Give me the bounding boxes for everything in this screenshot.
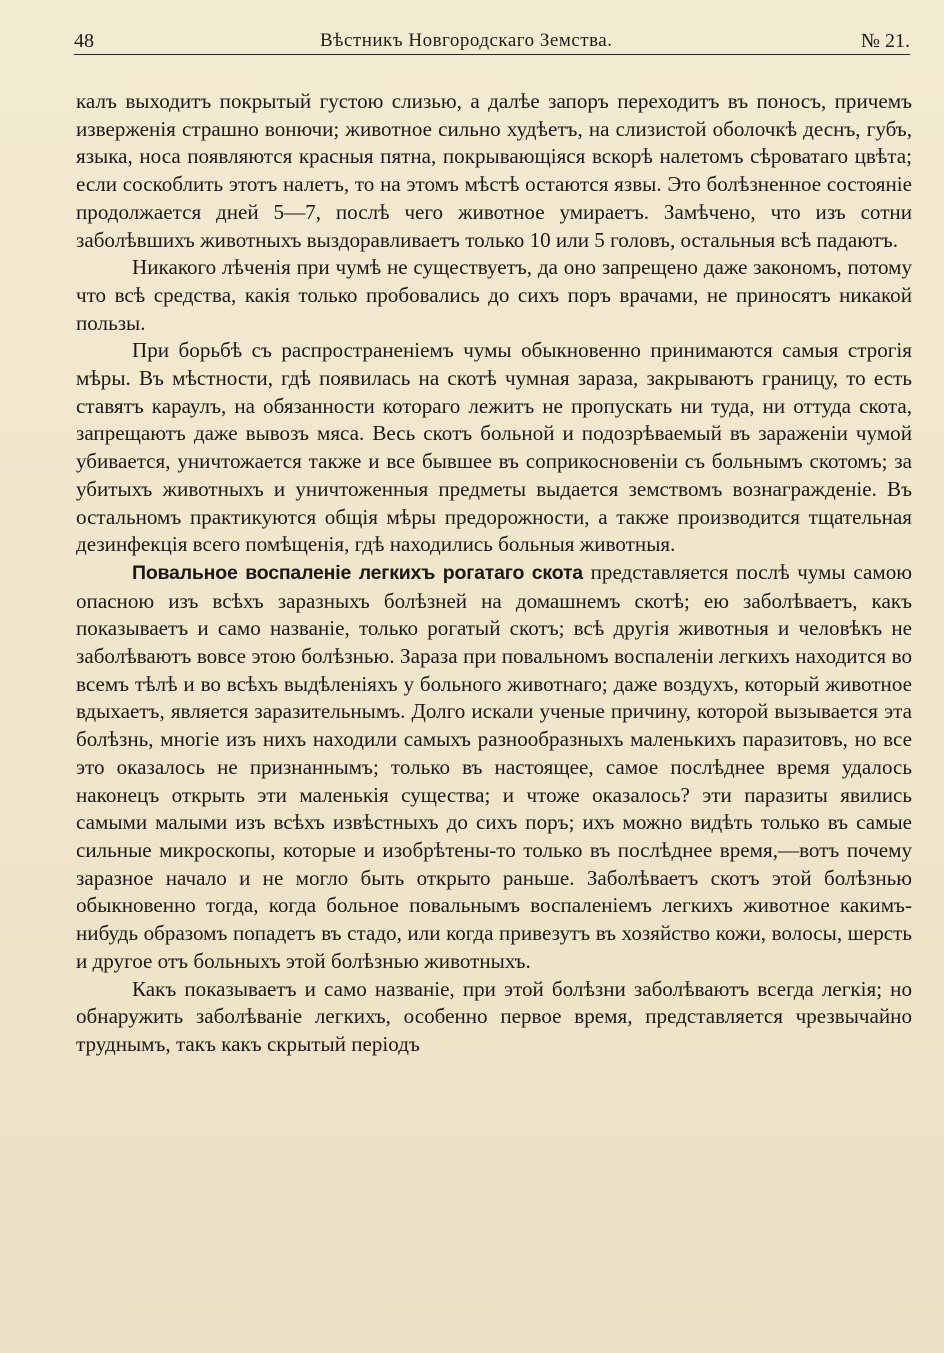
paragraph-control-measures (76, 337, 912, 559)
issue-number: № 21. (860, 30, 910, 52)
paragraph-no-treatment (76, 254, 912, 337)
paragraph-lungs (76, 976, 912, 1059)
paragraph-text: Никакого лѣченія при чумѣ не существуетъ, да оно запрещено даже закономъ, потому что всѣ средства, какія только пробовались до сихъ поръ врачами, не приносятъ никакой пользы. (76, 255, 912, 335)
paragraph-pleuropneumonia (76, 559, 912, 976)
article-body (76, 88, 912, 1059)
page-number: 48 (74, 30, 94, 52)
journal-title: Вѣстникъ Новгородскаго Земства. (320, 30, 613, 51)
paragraph-plague-symptoms (76, 88, 912, 254)
paragraph-text: При борьбѣ съ распространеніемъ чумы обыкновенно принимаются самыя строгія мѣры. Въ мѣстности, гдѣ появилась на скотѣ чумная зараза, закрываютъ границу, то есть ставятъ караулъ, на обязанности котораго лежитъ не пропускать ни туда, ни оттуда скота, запрещаютъ даже вывозъ мяса. Весь скотъ больной и подозрѣваемый въ зараженіи чумой убивается, уничтожается также и все бывшее въ соприкосновеніи съ больнымъ скотомъ; за убитыхъ животныхъ и уничтоженныя предметы выдается земствомъ вознагражденіе. Въ остальномъ практикуются общія мѣры предорожности, а также производится тщательная дезинфекція всего помѣщенія, гдѣ находились больныя животныя. (76, 338, 912, 557)
paragraph-text: калъ выходитъ покрытый густою слизью, а далѣе запоръ переходитъ въ поносъ, причемъ изверженія страшно вонючи; животное сильно худѣетъ, на слизистой оболочкѣ деснъ, губъ, языка, носа появляются красныя пятна, покрывающіяся вскорѣ налетомъ сѣроватаго цвѣта; если соскоблить этотъ налетъ, то на этомъ мѣстѣ остаются язвы. Это болѣзненное состояніе продолжается дней 5—7, послѣ чего животное умираетъ. Замѣчено, что изъ сотни заболѣвшихъ животныхъ выздоравливаетъ только 10 или 5 головъ, остальныя всѣ падаютъ. (76, 89, 912, 252)
section-heading: Повальное воспаленіе легкихъ рогатаго скота (132, 561, 583, 584)
paragraph-text: Какъ показываетъ и само названіе, при этой болѣзни заболѣваютъ всегда легкія; но обнаружить заболѣваніе легкихъ, особенно первое время, представляется чрезвычайно труднымъ, такъ какъ скрытый періодъ (76, 976, 912, 1056)
paragraph-text: представляется послѣ чумы самою опасною изъ всѣхъ заразныхъ болѣзней на домашнемъ скотѣ; ею заболѣваетъ, какъ показываетъ и само названіе, только рогатый скотъ; всѣ другія животныя и человѣкъ не заболѣваютъ вовсе этою болѣзнью. Зараза при повальномъ воспаленіи легкихъ находится во всемъ тѣлѣ и во всѣхъ выдѣленіяхъ у больного животнаго; даже воздухъ, который животное вдыхаетъ, является заразительнымъ. Долго искали ученые причину, которой вызывается эта болѣзнь, многіе изъ нихъ находили самыхъ разнообразныхъ маленькихъ паразитовъ, но все это оказалось не признаннымъ; только въ настоящее, самое послѣднее время удалось наконецъ открыть эти маленькія существа; и чтоже оказалось? эти паразиты явились самыми малыми изъ всѣхъ извѣстныхъ до сихъ поръ; ихъ можно видѣть только въ самые сильные микроскопы, которые и изобрѣтены-то только въ послѣднее время,—вотъ почему заразное начало и не могло быть открыто раньше. Заболѣваетъ скотъ этой болѣзнью обыкновенно тогда, когда больное повальнымъ воспаленіемъ легкихъ животное какимъ-нибудь образомъ попадетъ въ стадо, или когда привезутъ въ хозяйство кожи, волосы, шерсть и другое отъ больныхъ этой болѣзнью животныхъ. (76, 559, 913, 973)
running-head (74, 24, 910, 55)
